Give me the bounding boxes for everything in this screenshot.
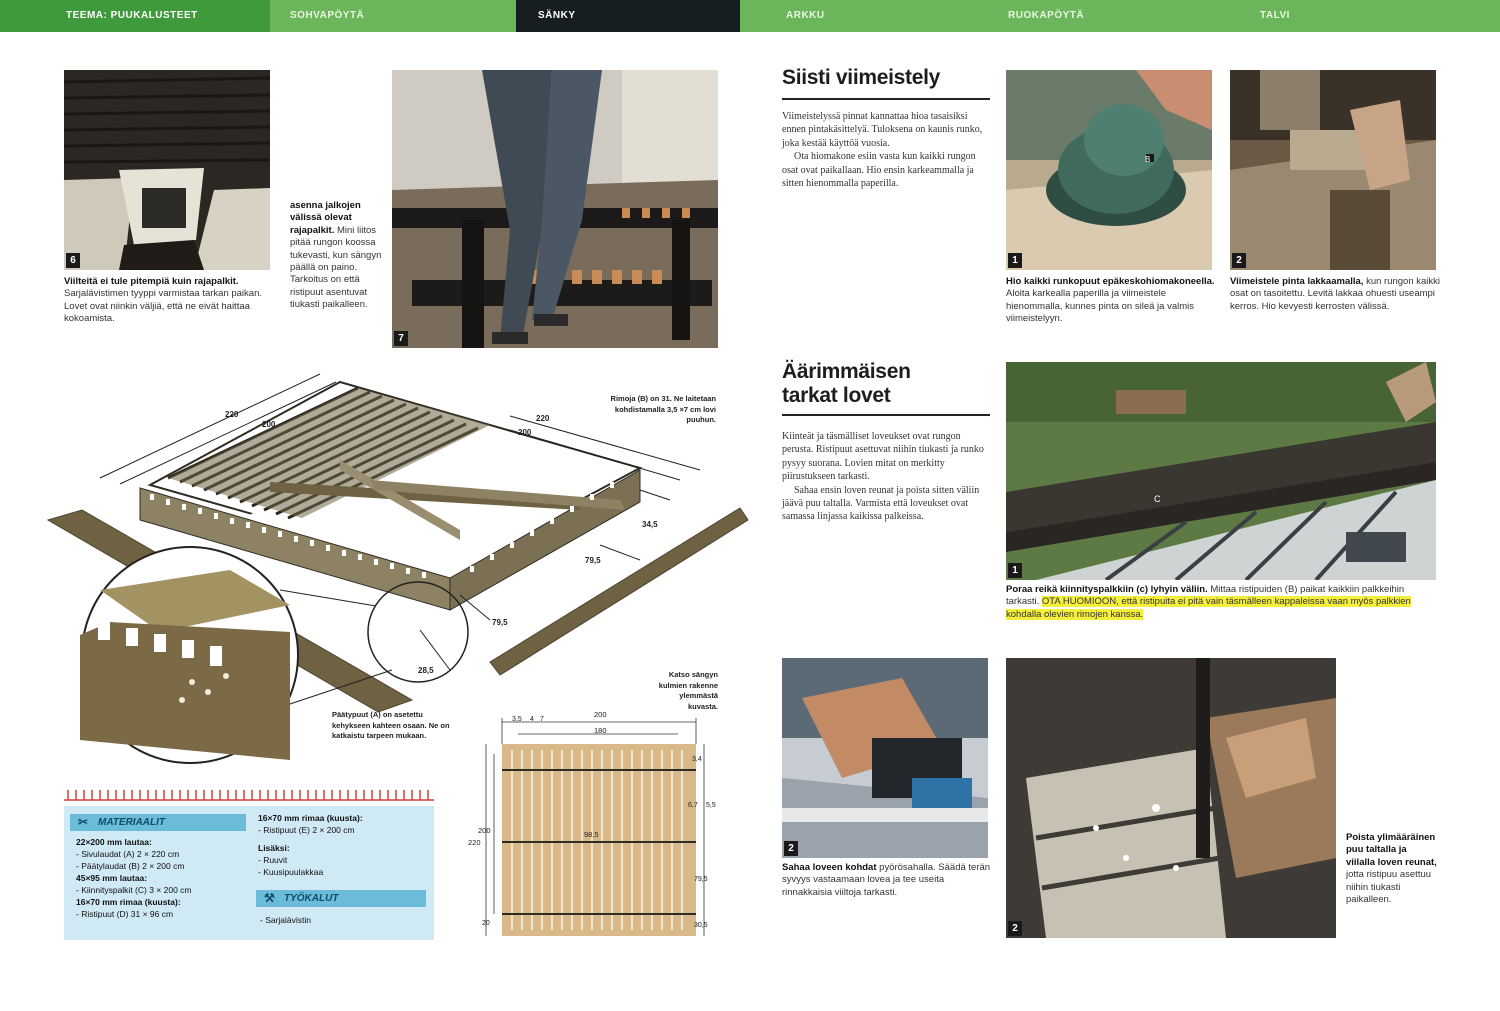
- materials-line: - Ristipuut (E) 2 × 200 cm: [258, 825, 355, 835]
- nav-item-chest[interactable]: ARKKU: [786, 10, 825, 21]
- caption-chisel-work: [1346, 832, 1438, 906]
- dim-label-side-1: 34,5: [642, 520, 658, 529]
- materials-line: - Kiinnityspalkit (C) 3 × 200 cm: [76, 885, 192, 895]
- ruler-strip-art: [64, 788, 434, 802]
- materials-heading-label: MATERIAALIT: [98, 817, 166, 828]
- caption-photo-7-bold: asenna jalkojen välissä olevat rajapalkit.: [290, 200, 361, 236]
- section-title-notches-line-2: tarkat lovet: [782, 384, 891, 407]
- dim-label-right-a: 220: [536, 414, 550, 423]
- plan-dim-center: 98,5: [584, 830, 599, 839]
- notches-body: [782, 430, 990, 524]
- caption-circular-saw-text: pyörösahalla. Säädä terän syvyys vastaamaan lovea ja tee useita rinnakkaisia viiltoja tarkasti.: [782, 862, 991, 898]
- section-nav: [0, 0, 1500, 32]
- nav-item-dining-table[interactable]: RUOKAPÖYTÄ: [1008, 10, 1085, 21]
- materials-list-left: [76, 836, 252, 920]
- tools-list: [260, 914, 420, 926]
- nav-item-winter[interactable]: TALVI: [1260, 10, 1290, 21]
- caption-sanding: [1006, 276, 1216, 326]
- section-title-notches-line-1: Äärimmäisen: [782, 360, 911, 383]
- photo-chisel-work-art: [1006, 658, 1336, 938]
- tools-line: - Sarjalävistin: [260, 915, 312, 925]
- ruler-strip: [64, 788, 434, 802]
- plan-dim-right-4: 79,5: [694, 876, 708, 883]
- photo-lacquering-art: [1230, 70, 1436, 270]
- photo-beam-marking-art: [1006, 362, 1436, 580]
- finishing-body: [782, 110, 990, 190]
- caption-sanding-text: Aloita karkealla paperilla ja viimeistele hienommalla, kunnes pinta on sileä ja valmis viimeistelyyn.: [1006, 288, 1194, 325]
- caption-lacquering-text: kun rungon kaikki osat on tasoitettu. Levitä lakkaa ohuesti useampi kerros. Hio kevyesti kerrosten välissä.: [1230, 276, 1441, 312]
- photo-assembly: [392, 70, 718, 348]
- caption-lacquering: [1230, 276, 1440, 313]
- dim-label-right-b: 200: [518, 428, 532, 437]
- photo-number-badge: 7: [394, 331, 408, 346]
- plan-dim-right-1: 3,4: [692, 756, 702, 763]
- diagram-note-top: Rimoja (B) on 31. Ne laitetaan kohdistamalla 3,5 ×7 cm lovi puuhun.: [610, 394, 716, 424]
- plan-dim-top-inner: 180: [594, 726, 607, 735]
- photo-number-badge: 6: [66, 253, 80, 268]
- plan-dim-small-2: 4: [530, 716, 534, 723]
- hammer-icon: ⚒: [264, 891, 275, 905]
- bed-plan-drawing: [468, 710, 724, 940]
- materials-line: - Päätylaudat (B) 2 × 200 cm: [76, 861, 185, 871]
- photo-number-badge: 2: [1232, 253, 1246, 268]
- finishing-paragraph-1: Viimeistelyssä pinnat kannattaa hioa tasaisiksi ennen pintakäsittelyä. Tuloksena on kaunis runko, joka kestää käyttöä vuosia.: [782, 111, 983, 149]
- finishing-paragraph-2: Ota hiomakone esiin vasta kun kaikki rungon osat ovat paikallaan. Hio ensin karkeammalla ja sitten hienommalla paperilla.: [782, 151, 976, 190]
- caption-sanding-bold: Hio kaikki runkopuut epäkeskohiomakoneella.: [1006, 276, 1215, 287]
- diagram-note-circle: Päätypuut (A) on asetettu kehykseen kahteen osaan. Ne on katkaistu tarpeen mukaan.: [332, 710, 450, 740]
- plan-dim-small-1: 3,5: [512, 716, 522, 723]
- photo-sanding: [1006, 70, 1212, 270]
- materials-line: - Ruuvit: [258, 855, 288, 865]
- materials-line: - Ristipuut (D) 31 × 96 cm: [76, 909, 174, 919]
- plan-dim-bottom-left: 20: [482, 920, 490, 927]
- tools-heading: [256, 890, 426, 907]
- photo-letter-label: C: [1154, 494, 1161, 504]
- plan-dim-right-3: 5,5: [706, 802, 716, 809]
- caption-chisel-work-bold: Poista ylimääräinen puu taltalla ja viilalla loven reunat,: [1346, 832, 1437, 868]
- plan-dim-left-outer: 220: [468, 838, 481, 847]
- photo-number-badge: 2: [1008, 921, 1022, 936]
- photo-number-badge: 2: [784, 841, 798, 856]
- tools-heading-label: TYÖKALUT: [284, 893, 339, 904]
- plan-dim-small-3: 7: [540, 716, 544, 723]
- materials-line: 16×70 mm rimaa (kuusta):: [258, 813, 363, 823]
- caption-circular-saw: [782, 862, 992, 899]
- plan-dim-right-2: 6,7: [688, 802, 698, 809]
- materials-box: [64, 806, 434, 940]
- caption-photo-6: [64, 276, 274, 326]
- caption-photo-7: [290, 200, 382, 312]
- title-rule: [782, 414, 990, 416]
- notches-paragraph-2: Sahaa ensin loven reunat ja poista sitten väliin jäävä puu taltalla. Varmista että loveukset ovat samassa linjassa kaikissa palkeissa.: [782, 484, 980, 523]
- materials-line: 16×70 mm rimaa (kuusta):: [76, 897, 181, 907]
- caption-beam-marking-bold: Poraa reikä kiinnityspalkkiin (c) lyhyin väliin.: [1006, 584, 1208, 595]
- photo-number-badge: 1: [1008, 563, 1022, 578]
- dim-label-side-4: 28,5: [418, 666, 434, 675]
- materials-heading: [70, 814, 246, 831]
- nav-item-bed[interactable]: SÄNKY: [516, 0, 740, 32]
- notches-paragraph-1: Kiinteät ja täsmälliset loveukset ovat rungon perusta. Ristipuut asettuvat niihin tiukasti ja runko pysyy suorana. Lovien mitat on merkitty piirustukseen tarkasti.: [782, 431, 984, 483]
- dim-label-top-a: 220: [225, 410, 239, 419]
- caption-beam-marking-highlight: OTA HUOMIOON, että ristipuita ei pitä vain täsmälleen kappaleissa vaan myös palkkien kohdalla olevien rimojen kanssa.: [1006, 596, 1411, 620]
- diagram-note-right: Katso sängyn kulmien rakenne ylemmästä kuvasta.: [658, 670, 718, 711]
- caption-lacquering-bold: Viimeistele pinta lakkaamalla,: [1230, 276, 1364, 287]
- photo-assembly-art: [392, 70, 718, 348]
- plan-dim-left-inner: 200: [478, 826, 491, 835]
- materials-line: 45×95 mm lautaa:: [76, 873, 148, 883]
- materials-line: 22×200 mm lautaa:: [76, 837, 152, 847]
- dim-label-top-b: 200: [262, 420, 276, 429]
- caption-circular-saw-bold: Sahaa loveen kohdat: [782, 862, 877, 873]
- caption-photo-7-text: Mini liitos pitää rungon koossa tukevasti, kun sängyn päällä on paino. Tarkoitus on että ristipuut asentuvat tiukasti paikalleen.: [290, 224, 382, 311]
- dim-label-side-2: 79,5: [585, 556, 601, 565]
- photo-sanding-art: [1006, 70, 1212, 270]
- saw-icon: ✂: [78, 815, 89, 829]
- materials-list-right: [258, 812, 430, 878]
- photo-circular-saw-art: [782, 658, 988, 858]
- materials-line: - Kuusipuulakkaa: [258, 867, 324, 877]
- photo-notch-closeup-art: [64, 70, 270, 270]
- materials-line: - Sivulaudat (A) 2 × 220 cm: [76, 849, 180, 859]
- caption-beam-marking-text: Mittaa ristipuiden (B) paikat kaikkiin palkkeihin tarkasti.: [1006, 584, 1405, 608]
- section-title-finishing: Siisti viimeistely: [782, 66, 941, 89]
- photo-beam-marking: [1006, 362, 1436, 580]
- plan-dim-top: 200: [594, 710, 607, 719]
- photo-lacquering: [1230, 70, 1436, 270]
- caption-photo-6-text: Sarjalävistimen tyyppi varmistaa tarkan paikan. Lovet ovat niinkin väljiä, että ne eivät haittaa kokoamista.: [64, 288, 263, 325]
- photo-letter-label: B: [1145, 155, 1151, 164]
- title-rule: [782, 98, 990, 100]
- photo-chisel-work: [1006, 658, 1336, 938]
- caption-chisel-work-text: jotta ristipuu asettuu niihin tiukasti paikalleen.: [1346, 869, 1432, 906]
- photo-notch-closeup: [64, 70, 270, 270]
- section-title-notches: [782, 360, 911, 408]
- photo-circular-saw: [782, 658, 988, 858]
- dim-label-side-3: 79,5: [492, 618, 508, 627]
- nav-item-coffee-table[interactable]: SOHVAPÖYTÄ: [290, 10, 365, 21]
- plan-dim-right-5: 30,5: [694, 922, 708, 929]
- caption-photo-6-bold: Viilteitä ei tule pitempiä kuin rajapalkit.: [64, 276, 239, 287]
- bed-plan-drawing-art: [478, 714, 724, 940]
- materials-line: Lisäksi:: [258, 843, 290, 853]
- nav-item-theme[interactable]: TEEMA: PUUKALUSTEET: [0, 0, 270, 32]
- caption-beam-marking: [1006, 584, 1436, 621]
- photo-number-badge: 1: [1008, 253, 1022, 268]
